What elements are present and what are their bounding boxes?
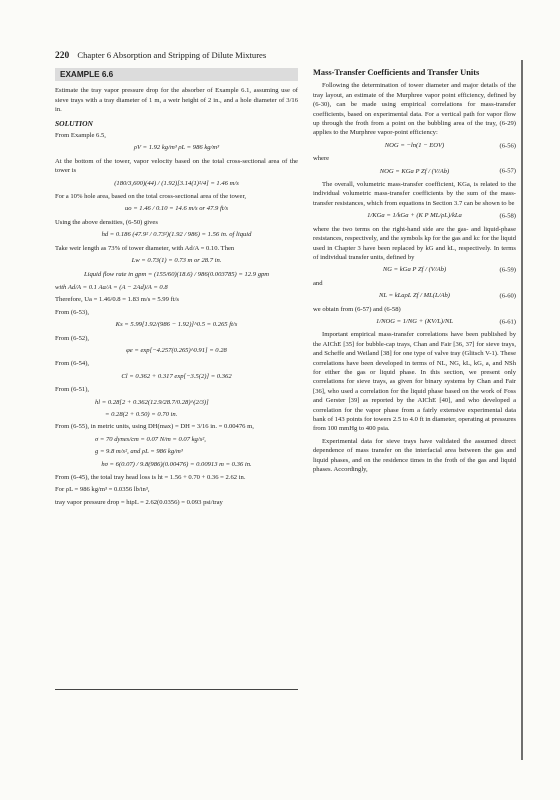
paragraph-2: The overall, volumetric mass-transfer coefficient, KGa, is related to the individual volumetric mass-transfer coefficients by the sum of the mass-transfer resistances, which from equations in Section 3.7 can be shown to be [313, 181, 516, 207]
equation-sigma: σ = 70 dynes/cm = 0.07 N/m = 0.07 kg/s², [95, 435, 206, 443]
text-obtain: we obtain from (6-57) and (6-58) [313, 305, 401, 313]
equation-velocity: (180/3,600)(44) / (1.92)[3.14(1)²/4] = 1.46 m/s [114, 179, 239, 187]
equation-6-56 [313, 141, 516, 150]
solution-title: SOLUTION [55, 118, 93, 128]
equation-g: g = 9.8 m/s², and ρL = 986 kg/m³ [95, 448, 183, 456]
equation-6-57-body: NOG = KGa P Zf / (V/Ab) [379, 167, 450, 175]
problem-statement: Estimate the tray vapor pressure drop for the absorber of Example 6.1, assuming use of sieve trays with a tray diameter of 1 m, a weir height of 2 in., and a hole diameter of 3/16 in. [55, 87, 298, 114]
right-column [313, 68, 516, 477]
text-from-6-52: From (6-52), [55, 334, 90, 342]
equation-6-60-body: NL = kLaρL Zf / ML(L/Ab) [379, 292, 450, 300]
text-and: and [313, 279, 323, 287]
equation-uo: uo = 1.46 / 0.10 = 14.6 m/s or 47.9 ft/s [124, 205, 229, 213]
paragraph-3: where the two terms on the right-hand side are the gas- and liquid-phase resistances, respectively, and the symbols kp for the gas and kc for the liquid used in Chapter 3 have been replaced by kG and kL, respectively. In terms of individual transfer units, defined by [313, 225, 516, 261]
page-edge-shadow [521, 60, 523, 760]
page-header [55, 50, 266, 61]
equation-6-58 [313, 211, 516, 220]
equation-h-sigma: hσ = 6(0.07) / 9.8(986)(0.00476) = 0.00913 m = 0.36 in. [101, 460, 252, 468]
text-from-6-51: From (6-51), [55, 386, 90, 394]
equation-6-61-number: (6-61) [499, 317, 516, 325]
equation-hd: hd = 0.186 (47.9² / 0.73²)(1.92 / 986) = 1.56 in. of liquid [101, 231, 252, 239]
text-from-6-5: From Example 6.5, [55, 132, 106, 140]
equation-with: with Ad/A = 0.1 Aa/A = (A − 2Ad)/A = 0.8 [55, 283, 168, 291]
equation-6-61 [313, 317, 516, 326]
equation-6-56-number: (6-56) [499, 141, 516, 149]
equation-6-58-body: 1/KGa = 1/kGa + (K P ML/ρL)/kLa [367, 212, 462, 220]
equation-densities: ρV = 1.92 kg/m³ ρL = 986 kg/m³ [133, 144, 220, 152]
final-result: tray vapor pressure drop = htρL = 2.62(0.0356) = 0.093 psi/tray [55, 498, 223, 506]
text-where: where [313, 155, 330, 163]
equation-6-60 [313, 291, 516, 300]
equation-hl-2: = 0.28(2 + 0.50) = 0.70 in. [105, 410, 178, 418]
equation-6-59 [313, 265, 516, 274]
paragraph-5: Experimental data for sieve trays have validated the assumed direct dependence of mass transfer on the interfacial area between the gas and liquid phases, and on the residence times in the froth of the gas and liquid phases. Accordingly, [313, 437, 516, 474]
equation-hl-1: hl = 0.28[2 + 0.362(12.9/28.7/0.28)^(2/3)] [95, 398, 209, 406]
equation-6-60-number: (6-60) [499, 292, 516, 300]
text-using: Using the above densities, (6-50) gives [55, 218, 158, 226]
chapter-title: Chapter 6 Absorption and Stripping of Dilute Mixtures [77, 50, 267, 60]
example-end-rule [55, 689, 298, 690]
equation-6-57 [313, 167, 516, 176]
page-number: 220 [55, 51, 70, 61]
equation-6-59-number: (6-59) [499, 266, 516, 274]
text-dh: From (6-55), in metric units, using DH(max) = DH = 3/16 in. = 0.00476 m, [55, 423, 254, 431]
equation-6-56-body: NOG = −ln(1 − EOV) [384, 141, 445, 149]
example-title: EXAMPLE 6.6 [55, 68, 298, 81]
text-for-rho: For ρL = 986 kg/m³ = 0.0356 lb/in³, [55, 486, 150, 494]
equation-6-59-body: NG = kGa P Zf / (V/Ab) [382, 266, 447, 274]
left-column [55, 68, 298, 510]
equation-lw: Lw = 0.73(1) = 0.73 m or 28.7 in. [131, 257, 222, 265]
equation-cl: Cl = 0.362 + 0.317 exp[−3.5(2)] = 0.362 [121, 372, 232, 380]
paragraph-4: Important empirical mass-transfer correlations have been published by the AIChE [35] for bubble-cap trays, Chan and Fair [36, 37] for sieve trays, and Scheffe and Weiland [38] for one type of valve tray (Glitsch V-1). These correlations have been developed in terms of NL, NG, kL, kG, a, and NSh for either the gas or liquid phase. In this section, we present only correlations for sieve trays, as given for binary systems by Chan and Fair [36], who used a correlation for the liquid phase based on the work of Foss and Gerster [39] as reported by the AIChE [40], and who developed a correlation for the vapor phase from a fairly extensive experimental data bank of 143 points for towers 2.5 to 4.0 ft in diameter, operating at pressures from 100 mmHg to 400 psia. [313, 331, 516, 433]
text-bottom: At the bottom of the tower, vapor velocity based on the total cross-sectional area of the tower is [55, 157, 298, 175]
text-from-6-53: From (6-53), [55, 308, 90, 316]
paragraph-1: Following the determination of tower diameter and major details of the tray layout, an estimate of the Murphree vapor point efficiency, defined by (6-30), can be made using empirical correlations for mass-transfer coefficients, based on experimental data. For a vertical path for vapor flow up through the froth from a point on the bubbling area of the tray, (6-29) applies to the Murphree vapor-point efficiency: [313, 82, 516, 137]
equation-6-61-body: 1/NOG = 1/NG + (KV/L)/NL [375, 317, 454, 325]
text-weir: Take weir length as 73% of tower diameter, with Ad/A = 0.10. Then [55, 244, 235, 252]
equation-phi: φe = exp[−4.257(0.265)^0.91] = 0.28 [126, 346, 227, 354]
equation-6-57-number: (6-57) [499, 167, 516, 175]
text-total-head: From (6-45), the total tray head loss is ht = 1.56 + 0.70 + 0.36 = 2.62 in. [55, 474, 246, 481]
equation-ks: Ks = 5.99[1.92/(986 − 1.92)]^0.5 = 0.265 ft/s [115, 321, 238, 329]
section-title: Mass-Transfer Coefficients and Transfer Units [313, 68, 480, 77]
text-ua: Therefore, Ua = 1.46/0.8 = 1.83 m/s = 5.99 ft/s [55, 296, 179, 304]
equation-6-58-number: (6-58) [499, 212, 516, 220]
text-from-6-54: From (6-54), [55, 360, 90, 368]
text-hole-area: For a 10% hole area, based on the total cross-sectional area of the tower, [55, 193, 247, 201]
equation-gpm: Liquid flow rate in gpm = (155/60)(18.6) / 986(0.003785) = 12.9 gpm [83, 270, 270, 278]
